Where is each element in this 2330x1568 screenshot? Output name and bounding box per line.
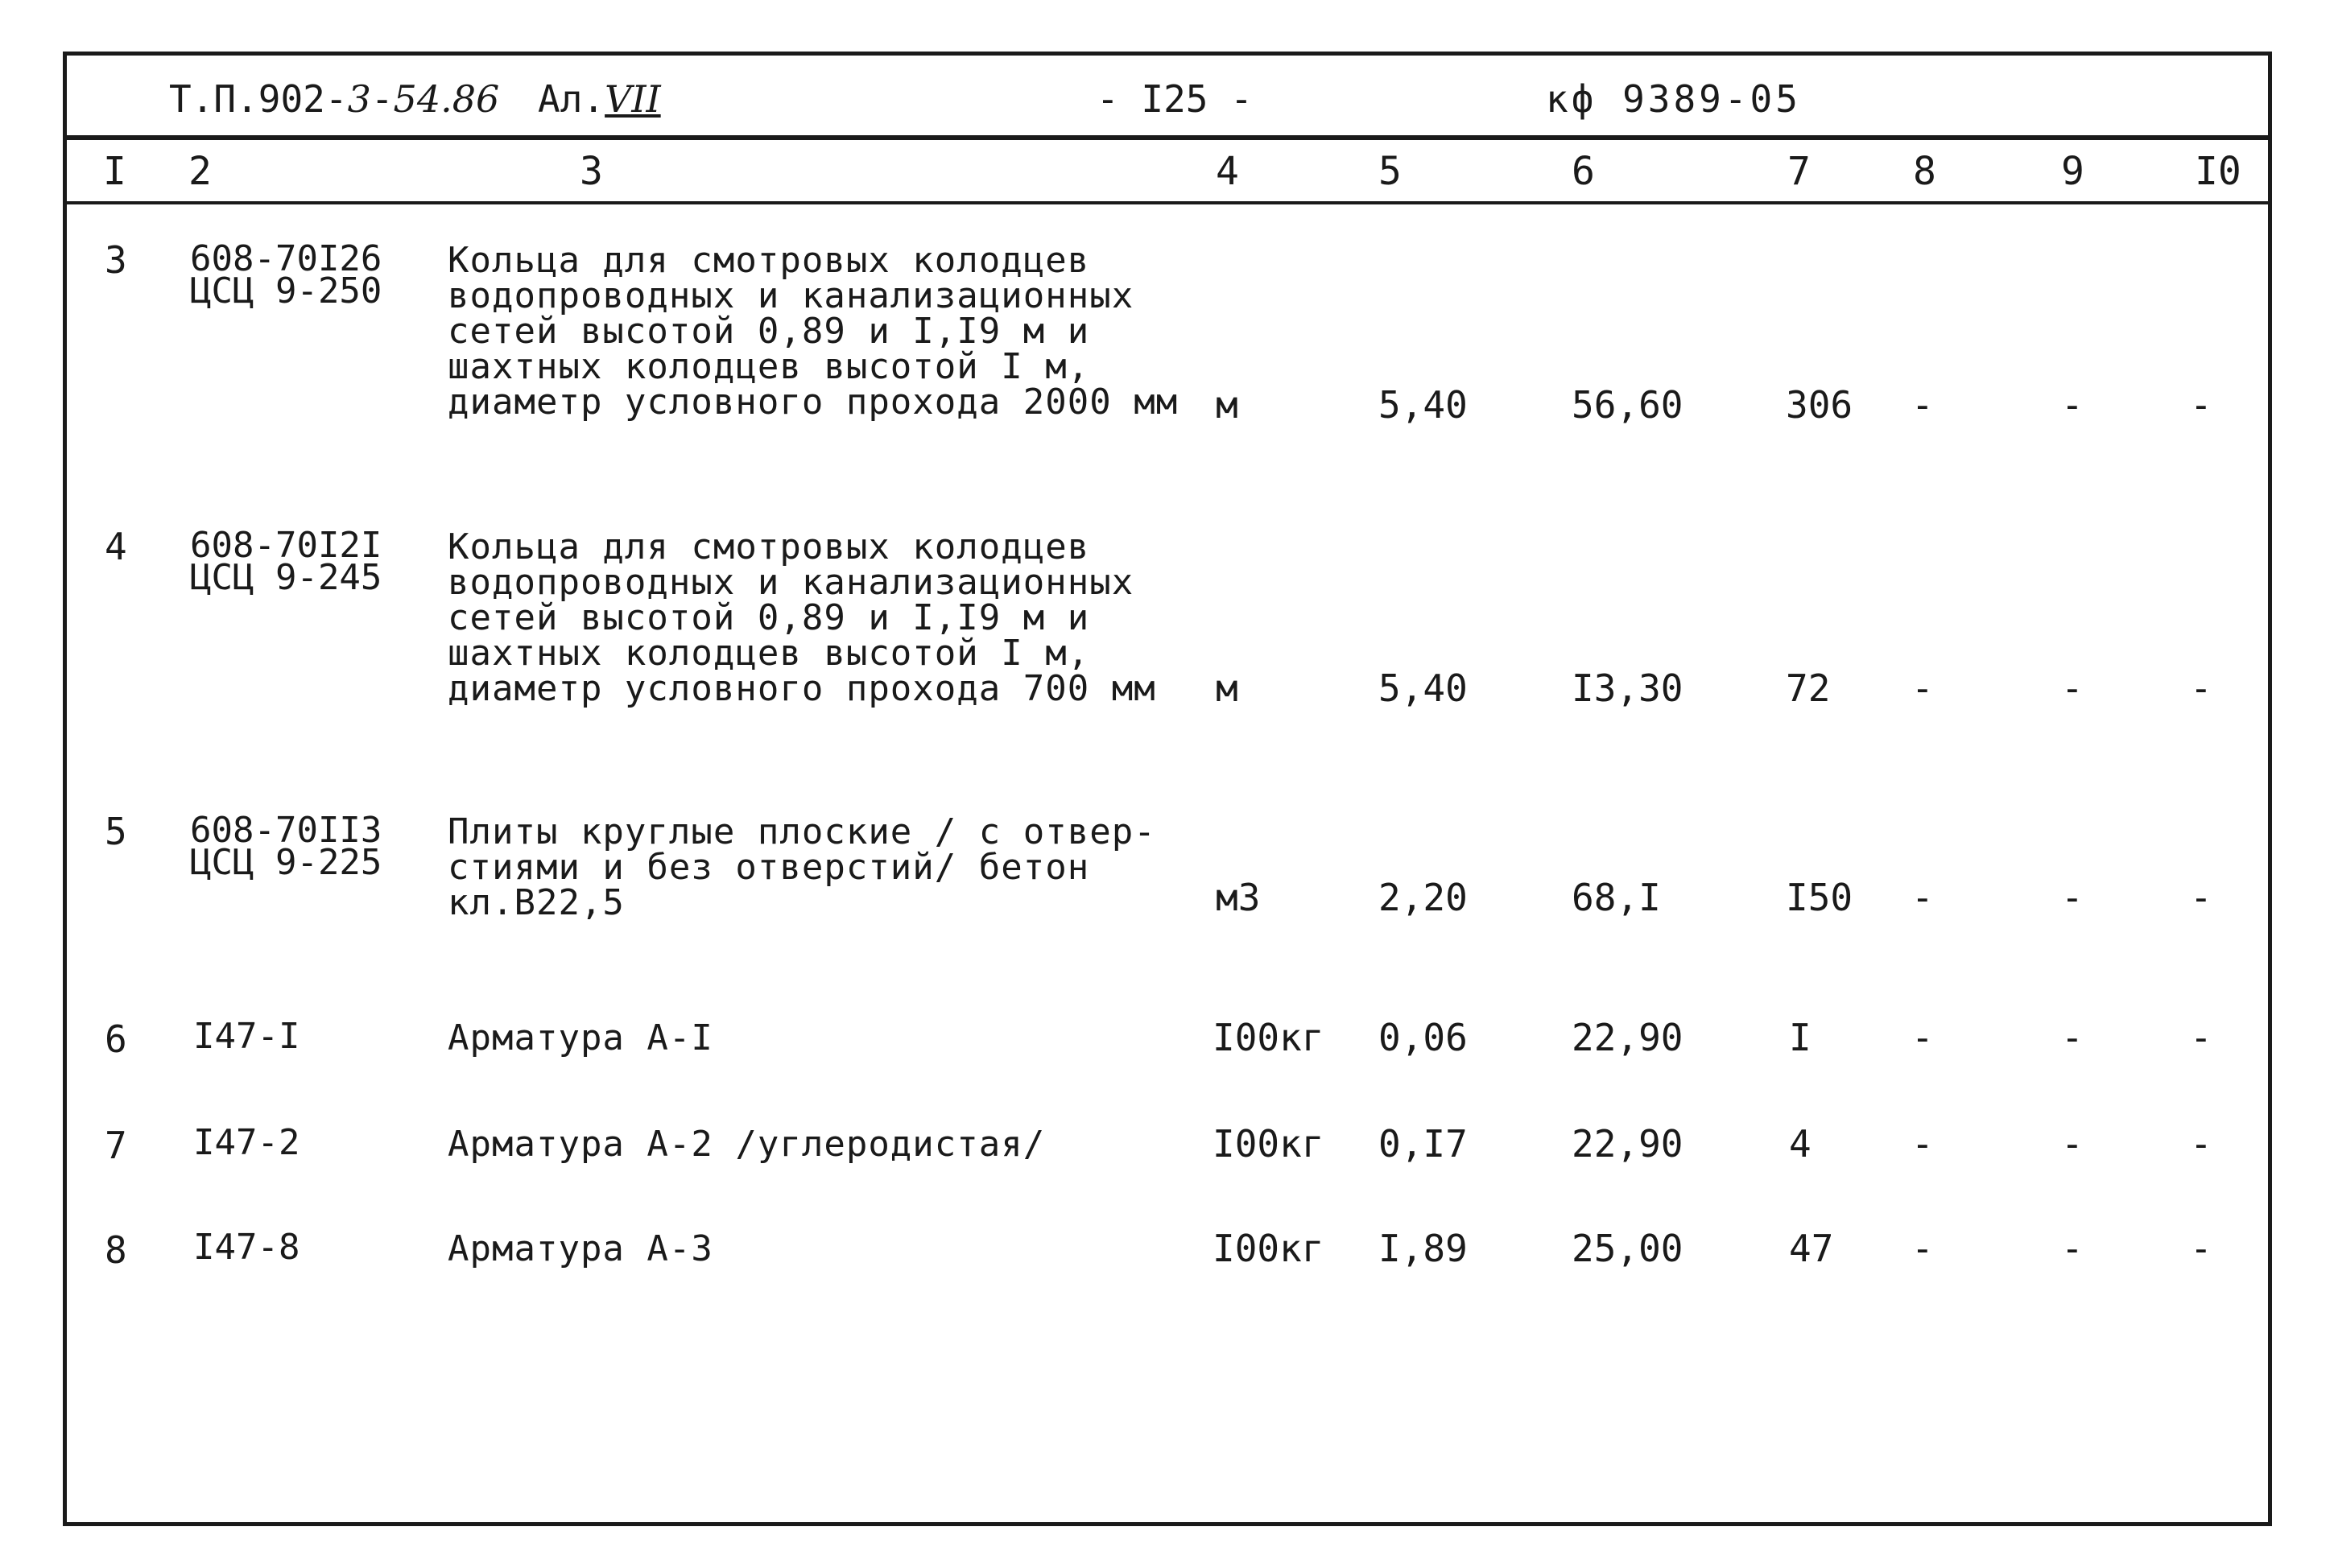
row-col8: - (1911, 383, 1934, 427)
row-total: I50 (1786, 876, 1853, 919)
row-description: Арматура А-I (448, 1017, 713, 1058)
column-number-2: 2 (188, 149, 212, 194)
row-description: Кольца для смотровых колодцев водопроводных и канализационных сетей высотой 0,89 и I,I9 м и шахтных колодцев высотой I м, диаметр условного прохода 2000 мм (448, 240, 1179, 423)
column-number-7: 7 (1787, 149, 1811, 194)
row-quantity: 5,40 (1378, 666, 1468, 710)
row-code: I47-I (193, 1016, 300, 1057)
album-label-group (538, 77, 661, 121)
document-prefix: Т.П.902- (169, 77, 348, 121)
document-dash: - (370, 77, 394, 121)
row-code: 608-70II3 ЦСЦ 9-225 (190, 810, 382, 883)
row-code: 608-70I26 ЦСЦ 9-250 (190, 238, 382, 312)
column-number-8: 8 (1913, 149, 1936, 194)
row-unit-price: 22,90 (1572, 1016, 1683, 1059)
row-unit-price: 56,60 (1572, 383, 1683, 427)
row-unit-price: I3,30 (1572, 666, 1683, 710)
row-unit: м (1216, 383, 1238, 427)
document-handwritten-part-2: 54.86 (393, 77, 500, 121)
row-total: 306 (1786, 383, 1853, 427)
row-col9: - (2061, 383, 2084, 427)
row-total: 4 (1789, 1122, 1812, 1166)
row-code: 608-70I2I ЦСЦ 9-245 (190, 525, 382, 598)
row-col10: - (2190, 876, 2212, 919)
row-number: 6 (105, 1017, 127, 1061)
row-number: 5 (105, 810, 127, 853)
row-total: 72 (1786, 666, 1831, 710)
album-label: Ал. (538, 77, 605, 121)
row-code: I47-2 (193, 1122, 300, 1163)
row-unit-price: 25,00 (1572, 1227, 1683, 1270)
document-number (169, 77, 500, 121)
row-quantity: 0,I7 (1378, 1122, 1468, 1166)
row-col10: - (2190, 1227, 2212, 1270)
row-col9: - (2061, 666, 2084, 710)
row-unit: I00кг (1213, 1227, 1324, 1270)
column-number-5: 5 (1378, 149, 1402, 194)
row-description: Кольца для смотровых колодцев водопроводных и канализационных сетей высотой 0,89 и I,I9 м и шахтных колодцев высотой I м, диаметр условного прохода 700 мм (448, 526, 1156, 709)
row-col10: - (2190, 1016, 2212, 1059)
row-col8: - (1911, 876, 1934, 919)
row-col8: - (1911, 1122, 1934, 1166)
document-code: кф 9389-05 (1546, 77, 1801, 121)
row-col10: - (2190, 666, 2212, 710)
row-quantity: 0,06 (1378, 1016, 1468, 1059)
column-number-3: 3 (580, 149, 603, 194)
row-number: 4 (105, 525, 127, 568)
row-unit-price: 68,I (1572, 876, 1661, 919)
row-code: I47-8 (193, 1227, 300, 1268)
row-total: I (1789, 1016, 1812, 1059)
row-number: 8 (105, 1228, 127, 1272)
row-col10: - (2190, 383, 2212, 427)
row-col10: - (2190, 1122, 2212, 1166)
row-quantity: 5,40 (1378, 383, 1468, 427)
column-number-9: 9 (2061, 149, 2084, 194)
row-col8: - (1911, 1227, 1934, 1270)
row-col8: - (1911, 666, 1934, 710)
column-number-10: I0 (2195, 149, 2241, 194)
row-quantity: 2,20 (1378, 876, 1468, 919)
page-number: - I25 - (1097, 77, 1253, 121)
row-col9: - (2061, 1227, 2084, 1270)
row-col9: - (2061, 1016, 2084, 1059)
row-unit: м3 (1216, 876, 1261, 919)
row-description: Арматура А-3 (448, 1228, 713, 1269)
document-handwritten-part-1: 3 (347, 77, 371, 121)
row-col9: - (2061, 1122, 2084, 1166)
row-description: Плиты круглые плоские / с отвер- стиями и без отверстий/ бетон кл.В22,5 (448, 811, 1156, 923)
row-unit: I00кг (1213, 1122, 1324, 1166)
row-unit: I00кг (1213, 1016, 1324, 1059)
column-number-1: I (103, 149, 126, 194)
row-quantity: I,89 (1378, 1227, 1468, 1270)
row-description: Арматура А-2 /углеродистая/ (448, 1124, 1046, 1165)
row-unit-price: 22,90 (1572, 1122, 1683, 1166)
row-total: 47 (1789, 1227, 1834, 1270)
column-number-divider (63, 201, 2272, 204)
header-divider (63, 135, 2272, 140)
album-number: VII (605, 77, 661, 121)
row-number: 7 (105, 1124, 127, 1167)
row-col9: - (2061, 876, 2084, 919)
row-number: 3 (105, 238, 127, 282)
column-number-4: 4 (1216, 149, 1239, 194)
row-unit: м (1216, 666, 1238, 710)
column-number-6: 6 (1572, 149, 1595, 194)
row-col8: - (1911, 1016, 1934, 1059)
